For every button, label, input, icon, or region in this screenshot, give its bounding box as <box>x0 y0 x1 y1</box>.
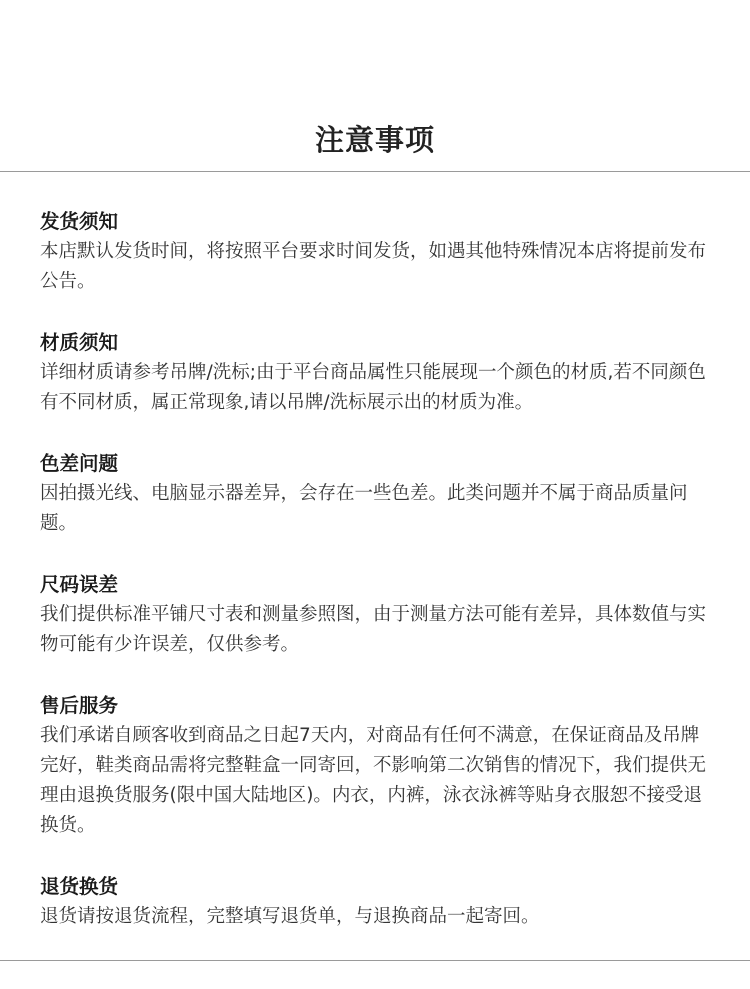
section-body: 因拍摄光线、电脑显示器差异，会存在一些色差。此类问题并不属于商品质量问题。 <box>40 483 688 534</box>
section-material <box>40 328 710 418</box>
section-body: 本店默认发货时间，将按照平台要求时间发货，如遇其他特殊情况本店将提前发布公告。 <box>40 241 707 292</box>
section-heading: 退货换货 <box>40 875 119 898</box>
section-heading: 色差问题 <box>40 452 119 475</box>
section-body: 详细材质请参考吊牌/洗标;由于平台商品属性只能展现一个颜色的材质,若不同颜色有不同材质，属正常现象,请以吊牌/洗标展示出的材质为准。 <box>40 362 706 413</box>
page-title: 注意事项 <box>314 123 435 157</box>
footer-divider <box>0 960 750 961</box>
section-size-error <box>40 570 710 660</box>
section-body: 退货请按退货流程，完整填写退货单，与退换商品一起寄回。 <box>40 906 540 927</box>
section-heading: 售后服务 <box>40 694 119 717</box>
title-divider <box>0 171 750 172</box>
section-returns <box>40 872 710 932</box>
section-shipping <box>40 207 710 297</box>
section-heading: 尺码误差 <box>40 573 119 596</box>
notice-sections <box>40 207 710 963</box>
section-heading: 发货须知 <box>40 210 119 233</box>
section-body: 我们承诺自顾客收到商品之日起7天内，对商品有任何不满意，在保证商品及吊牌完好，鞋类商品需将完整鞋盒一同寄回，不影响第二次销售的情况下，我们提供无理由退换货服务(限中国大陆地区)。内衣，内裤，泳衣泳裤等贴身衣服恕不接受退换货。 <box>40 725 707 836</box>
section-heading: 材质须知 <box>40 331 119 354</box>
section-color-difference <box>40 449 710 539</box>
section-body: 我们提供标准平铺尺寸表和测量参照图，由于测量方法可能有差异，具体数值与实物可能有少许误差，仅供参考。 <box>40 604 707 655</box>
section-after-sales <box>40 691 710 841</box>
